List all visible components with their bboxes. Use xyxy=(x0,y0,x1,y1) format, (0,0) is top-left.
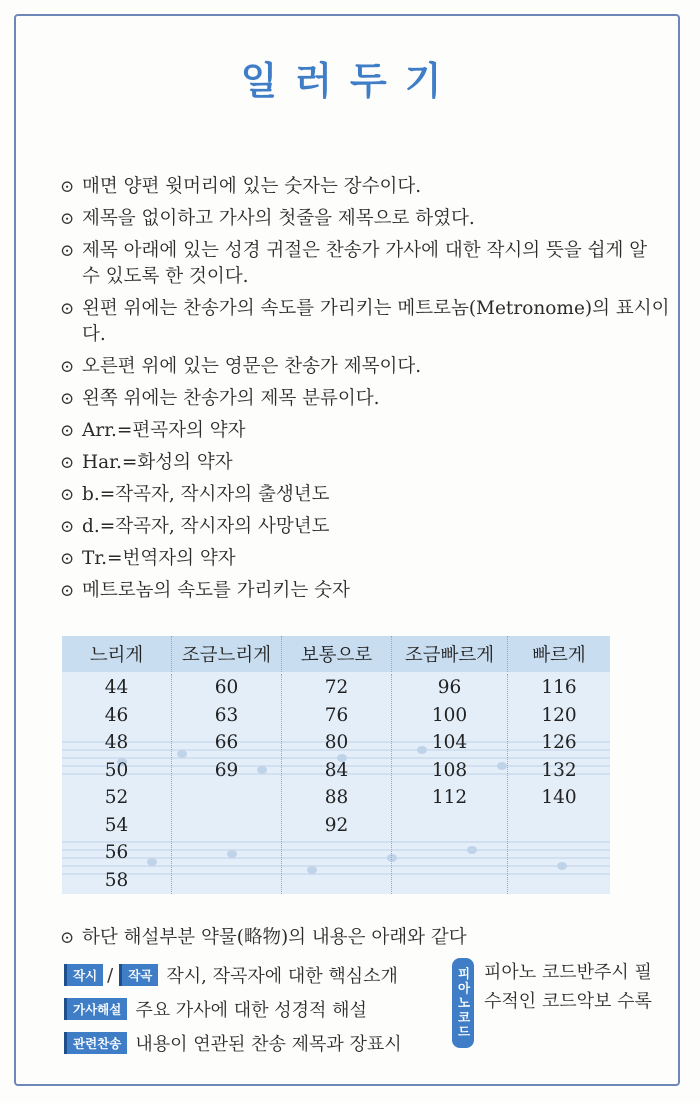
tempo-cell: 56 xyxy=(104,842,129,863)
bullet-icon: ⊙ xyxy=(60,517,75,537)
rule-item: ⊙ b.=작곡자, 작시자의 출생년도 xyxy=(60,482,670,508)
tempo-cell: 50 xyxy=(104,759,129,781)
tempo-table-body xyxy=(62,674,610,894)
bullet-icon: ⊙ xyxy=(60,453,75,473)
tag-piano-chord: 피아노코드 xyxy=(452,958,474,1048)
tag-composer: 작곡 xyxy=(119,964,158,986)
tempo-cell: 108 xyxy=(431,759,468,781)
tempo-header-cell: 조금느리게 xyxy=(172,636,282,672)
tempo-cell: 48 xyxy=(104,732,129,753)
rule-item: ⊙ Har.=화성의 약자 xyxy=(60,450,670,476)
tempo-header-cell: 조금빠르게 xyxy=(392,636,508,672)
bullet-icon: ⊙ xyxy=(60,485,75,505)
tempo-cell: 80 xyxy=(324,732,349,753)
legend-item-text: 주요 가사에 대한 성경적 해설 xyxy=(135,1000,367,1021)
tempo-column xyxy=(508,674,610,894)
tag-related-hymns: 관련찬송 xyxy=(64,1032,127,1054)
legend-item-text: 작시, 작곡자에 대한 핵심소개 xyxy=(166,966,398,987)
rule-item: ⊙ Tr.=번역자의 약자 xyxy=(60,546,670,572)
page-title: 일러두기 xyxy=(240,59,460,103)
legend-intro-text: 하단 해설부분 약물(略物)의 내용은 아래와 같다 xyxy=(82,927,467,948)
bullet-icon: ⊙ xyxy=(60,421,75,441)
rule-item: ⊙ 매면 양편 윗머리에 있는 숫자는 장수이다. xyxy=(60,174,670,200)
rule-item: ⊙ d.=작곡자, 작시자의 사망년도 xyxy=(60,514,670,540)
tempo-cell: 58 xyxy=(104,869,129,891)
rule-item: ⊙ 왼쪽 위에는 찬송가의 제목 분류이다. xyxy=(60,386,670,412)
bullet-icon: ⊙ xyxy=(60,581,75,601)
bullet-icon: ⊙ xyxy=(60,209,75,229)
tempo-column xyxy=(62,674,172,894)
bullet-icon: ⊙ xyxy=(60,928,75,948)
legend-item-lyrics xyxy=(64,992,444,1026)
tempo-cell: 63 xyxy=(214,704,239,726)
bullet-icon: ⊙ xyxy=(60,549,75,569)
legend-item-piano-chord xyxy=(452,958,669,1048)
tag-lyrics-commentary: 가사해설 xyxy=(64,998,127,1020)
bullet-icon: ⊙ xyxy=(60,177,75,197)
tempo-column xyxy=(172,674,282,894)
tempo-cell: 66 xyxy=(214,732,239,753)
tempo-cell: 120 xyxy=(541,704,577,726)
tempo-cell: 72 xyxy=(324,677,349,698)
tag-separator: / xyxy=(107,964,114,986)
tempo-cell: 46 xyxy=(104,704,129,726)
tempo-header-cell: 빠르게 xyxy=(532,645,586,666)
bullet-icon: ⊙ xyxy=(60,299,75,319)
tempo-column xyxy=(282,674,392,894)
legend-piano-chord-text: 피아노 코드반주시 필수적인 코드악보 수록 xyxy=(484,962,652,1012)
tempo-cell: 96 xyxy=(437,677,462,698)
tempo-header-cell: 보통으로 xyxy=(282,636,392,672)
tempo-cell: 116 xyxy=(541,677,577,698)
tempo-table xyxy=(62,636,610,894)
tempo-cell: 112 xyxy=(431,787,468,808)
tempo-cell: 100 xyxy=(431,704,468,726)
tempo-column xyxy=(392,674,508,894)
tempo-cell: 88 xyxy=(324,787,349,808)
rule-item: ⊙ 제목을 없이하고 가사의 첫줄을 제목으로 하였다. xyxy=(60,206,670,232)
tempo-cell: 52 xyxy=(104,787,129,808)
tempo-cell: 60 xyxy=(214,677,239,698)
tempo-cell: 126 xyxy=(541,732,577,753)
tag-lyricist: 작시 xyxy=(64,964,103,986)
tempo-cell: 92 xyxy=(324,814,349,836)
legend-list xyxy=(64,958,444,1060)
legend-intro xyxy=(60,925,660,951)
legend-item-composer xyxy=(64,958,444,992)
tempo-cell: 132 xyxy=(541,759,577,781)
tempo-cell: 140 xyxy=(541,787,577,808)
bullet-icon: ⊙ xyxy=(60,389,75,409)
tempo-cell: 44 xyxy=(104,677,129,698)
tempo-cell: 104 xyxy=(431,732,468,753)
tempo-table-header xyxy=(62,636,610,672)
rules-list xyxy=(60,174,670,610)
rule-item: ⊙ Arr.=편곡자의 약자 xyxy=(60,418,670,444)
tempo-header-cell: 느리게 xyxy=(62,636,172,672)
legend-item-related xyxy=(64,1026,444,1060)
rule-item: ⊙ 메트로놈의 속도를 가리키는 숫자 xyxy=(60,578,670,604)
tempo-cell: 76 xyxy=(324,704,349,726)
legend-item-text: 내용이 연관된 찬송 제목과 장표시 xyxy=(135,1034,402,1055)
bullet-icon: ⊙ xyxy=(60,241,75,261)
tempo-cell: 84 xyxy=(324,759,349,781)
rule-item: ⊙ 제목 아래에 있는 성경 귀절은 찬송가 가사에 대한 작시의 뜻을 쉽게 알 수 있도록 한 것이다. xyxy=(60,240,648,287)
tempo-cell: 69 xyxy=(214,759,239,781)
bullet-icon: ⊙ xyxy=(60,357,75,377)
tempo-cell: 54 xyxy=(104,814,129,836)
rule-item: ⊙ 오른편 위에 있는 영문은 찬송가 제목이다. xyxy=(60,354,670,380)
rule-item: ⊙ 왼편 위에는 찬송가의 속도를 가리키는 메트로놈(Metronome)의 표시이다. xyxy=(60,298,670,345)
